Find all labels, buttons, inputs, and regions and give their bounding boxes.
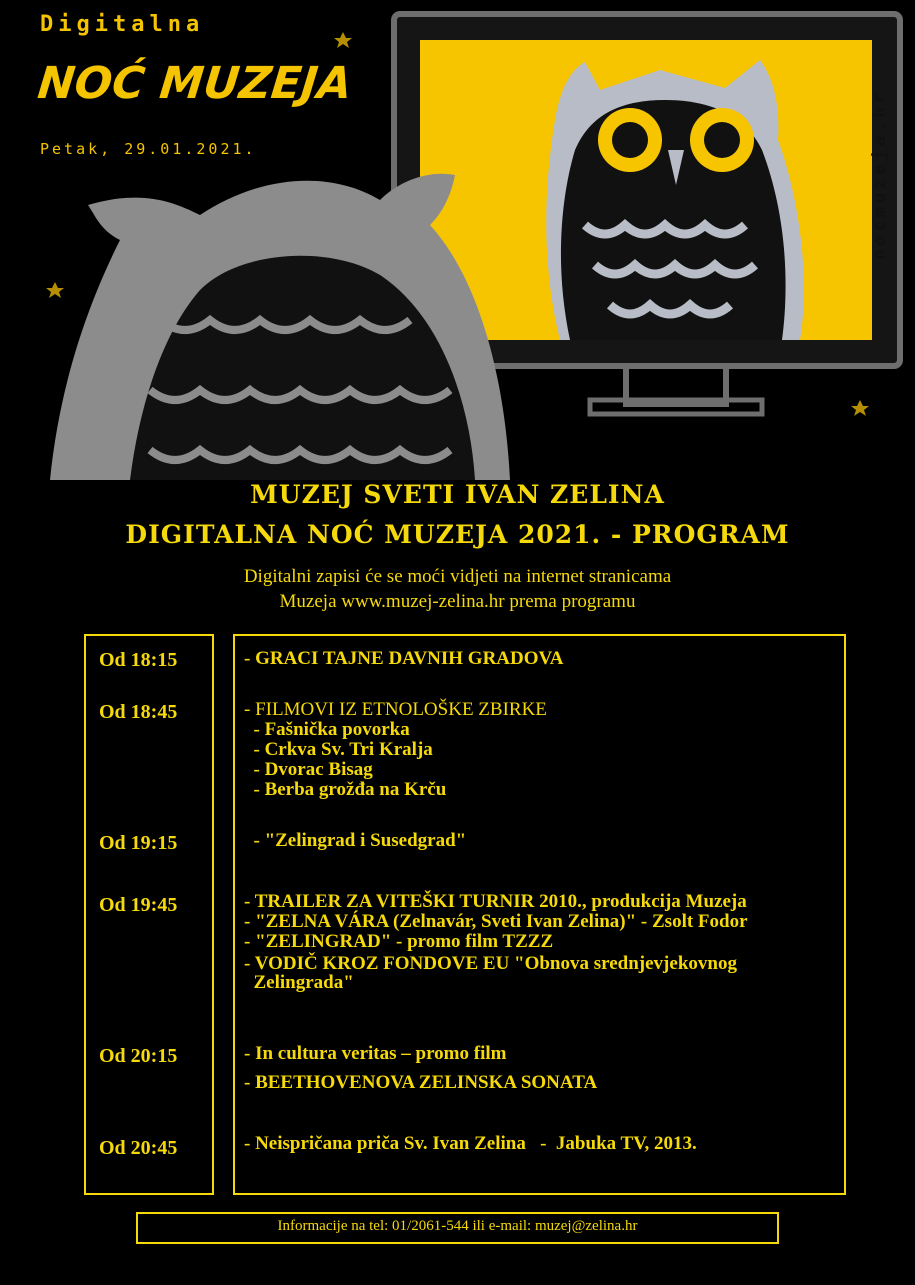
time-slot: Od 18:45 <box>99 701 178 723</box>
brand-logo-noc-muzeja: NOĆ MUZEJA <box>35 58 355 109</box>
program-item: - Fašnička povorka <box>244 719 410 740</box>
program-item: - VODIČ KROZ FONDOVE EU "Obnova srednjevjekovnog <box>244 953 737 974</box>
time-slot: Od 20:15 <box>99 1045 178 1067</box>
program-item: - "Zelingrad i Susedgrad" <box>244 830 467 851</box>
contact-info: Informacije na tel: 01/2061-544 ili e-mail: muzej@zelina.hr <box>277 1218 638 1234</box>
time-slot: Od 18:15 <box>99 649 178 671</box>
time-slot: Od 19:15 <box>99 832 178 854</box>
program-item: - FILMOVI IZ ETNOLOŠKE ZBIRKE <box>244 699 547 720</box>
time-slot: Od 20:45 <box>99 1137 178 1159</box>
subtitle-line-2: Muzeja www.muzej-zelina.hr prema programu <box>279 591 636 612</box>
program-item: - In cultura veritas – promo film <box>244 1043 507 1064</box>
page-title-program: DIGITALNA NOĆ MUZEJA 2021. - PROGRAM <box>125 520 790 549</box>
program-item: - Berba grožđa na Krču <box>244 779 447 800</box>
program-item: - "ZELNA VÁRA (Zelnavár, Sveti Ivan Zelina)" - Zsolt Fodor <box>244 911 748 932</box>
time-slot: Od 19:45 <box>99 894 178 916</box>
program-item: Zelingrada" <box>244 972 354 993</box>
program-item: - GRACI TAJNE DAVNIH GRADOVA <box>244 648 564 669</box>
brand-digitalna: Digitalna <box>40 12 205 37</box>
program-item: - Crkva Sv. Tri Kralja <box>244 739 433 760</box>
program-item: - "ZELINGRAD" - promo film TZZZ <box>244 931 554 952</box>
page-title-museum: MUZEJ SVETI IVAN ZELINA <box>250 480 665 509</box>
program-item: - Neispričana priča Sv. Ivan Zelina - Jabuka TV, 2013. <box>244 1133 697 1154</box>
program-item: - TRAILER ZA VITEŠKI TURNIR 2010., produkcija Muzeja <box>244 891 747 912</box>
owl-on-screen-icon <box>546 60 804 340</box>
side-url: nocmuzeja.hr <box>870 89 890 261</box>
subtitle <box>0 564 915 614</box>
program-item: - BEETHOVENOVA ZELINSKA SONATA <box>244 1072 598 1093</box>
event-date: Petak, 29.01.2021. <box>40 140 257 158</box>
subtitle-line-1: Digitalni zapisi će se moći vidjeti na internet stranicama <box>243 566 672 587</box>
program-item: - Dvorac Bisag <box>244 759 373 780</box>
